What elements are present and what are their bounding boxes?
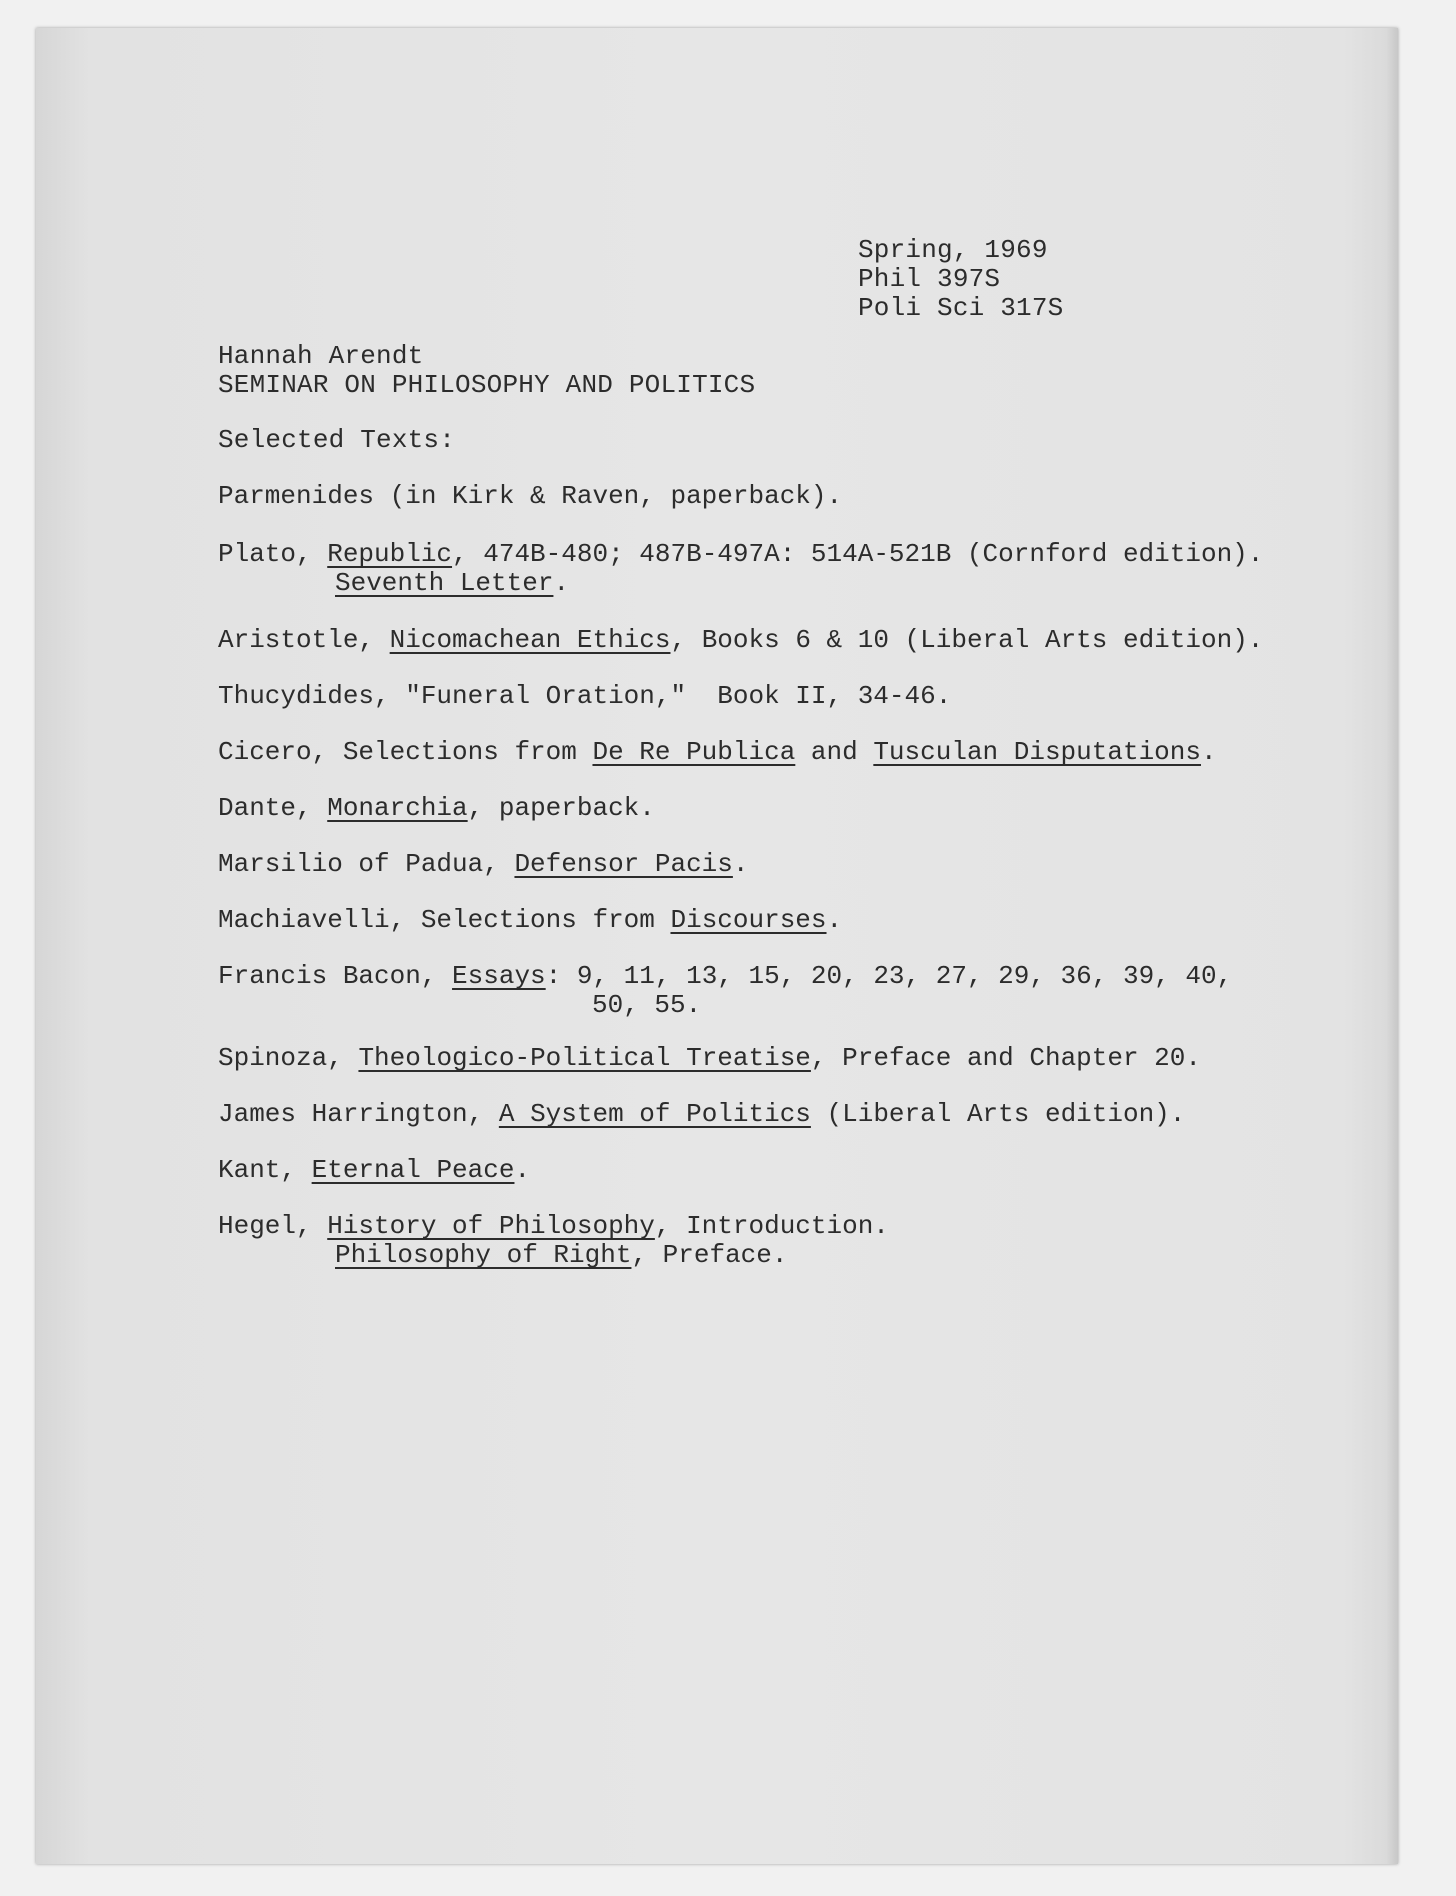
entry-title: Eternal Peace (311, 1155, 515, 1185)
entry-author: Plato, (218, 539, 328, 569)
author-name: Hannah Arendt (218, 341, 424, 371)
entry-details: , paperback. (467, 793, 655, 823)
entry-title-secondary: Philosophy of Right (335, 1240, 632, 1270)
list-item-aristotle (218, 626, 1263, 655)
list-item-parmenides: Parmenides (in Kirk & Raven, paperback). (218, 481, 843, 511)
entry-details: (Liberal Arts edition). (810, 1099, 1186, 1129)
entry-details: : 9, 11, 13, 15, 20, 23, 27, 29, 36, 39, 40, (545, 961, 1233, 991)
entry-author: Francis Bacon, (218, 961, 453, 991)
entry-details-secondary: , Preface. (631, 1240, 788, 1270)
entry-title: Essays (452, 961, 546, 991)
entry-author: Aristotle, (218, 625, 390, 655)
entry-details: , Introduction. (654, 1211, 889, 1241)
entry-details-secondary: . (553, 568, 570, 598)
entry-title-secondary: Tusculan Disputations (873, 737, 1201, 767)
course-header (858, 236, 1063, 323)
entry-author: Spinoza, (218, 1043, 359, 1073)
entry-title: De Re Publica (592, 737, 796, 767)
document-page (36, 28, 1398, 1864)
list-item-kant (218, 1156, 530, 1185)
entry-title: Discourses (670, 905, 827, 935)
entry-details: , Preface and Chapter 20. (810, 1043, 1201, 1073)
entry-title-secondary: Seventh Letter (335, 568, 554, 598)
entry-details-continued: 50, 55. (592, 990, 702, 1020)
entry-title: History of Philosophy (327, 1211, 655, 1241)
entry-details: , Books 6 & 10 (Liberal Arts edition). (670, 625, 1264, 655)
entry-title: Defensor Pacis (514, 849, 733, 879)
list-item-cicero (218, 738, 1217, 767)
entry-author: James Harrington, (218, 1099, 499, 1129)
title-block (218, 342, 755, 400)
entry-title: Monarchia (327, 793, 468, 823)
entry-details: . (514, 1155, 531, 1185)
list-item-plato (218, 540, 1263, 598)
list-item-harrington (218, 1100, 1185, 1129)
entry-title: Nicomachean Ethics (389, 625, 671, 655)
entry-details: , 474B-480; 487B-497A: 514A-521B (Cornford edition). (452, 539, 1264, 569)
entry-details: . (826, 905, 843, 935)
list-item-spinoza (218, 1044, 1201, 1073)
list-item-thucydides: Thucydides, "Funeral Oration," Book II, 34-46. (218, 681, 952, 711)
entry-author: Marsilio of Padua, (218, 849, 515, 879)
term-line: Spring, 1969 (858, 235, 1048, 265)
entry-author: Machiavelli, Selections from (218, 905, 671, 935)
entry-title: Republic (327, 539, 453, 569)
list-item-marsilio (218, 850, 749, 879)
entry-title: A System of Politics (498, 1099, 811, 1129)
entry-conjunction: and (795, 737, 874, 767)
entry-author: Dante, (218, 793, 328, 823)
list-item-dante (218, 794, 655, 823)
entry-author: Hegel, (218, 1211, 328, 1241)
list-item-bacon (218, 962, 1232, 1020)
seminar-title: SEMINAR ON PHILOSOPHY AND POLITICS (218, 370, 756, 400)
course-code-phil: Phil 397S (858, 264, 1001, 294)
course-code-polisci: Poli Sci 317S (858, 293, 1064, 323)
entry-author: Kant, (218, 1155, 312, 1185)
entry-title: Theologico-Political Treatise (358, 1043, 811, 1073)
entry-author: Cicero, Selections from (218, 737, 593, 767)
list-item-machiavelli (218, 906, 842, 935)
entry-details: . (1200, 737, 1217, 767)
selected-texts-label: Selected Texts: (218, 425, 456, 455)
page-edge-shadow (1386, 28, 1398, 1864)
entry-details: . (732, 849, 749, 879)
list-item-hegel (218, 1212, 889, 1270)
